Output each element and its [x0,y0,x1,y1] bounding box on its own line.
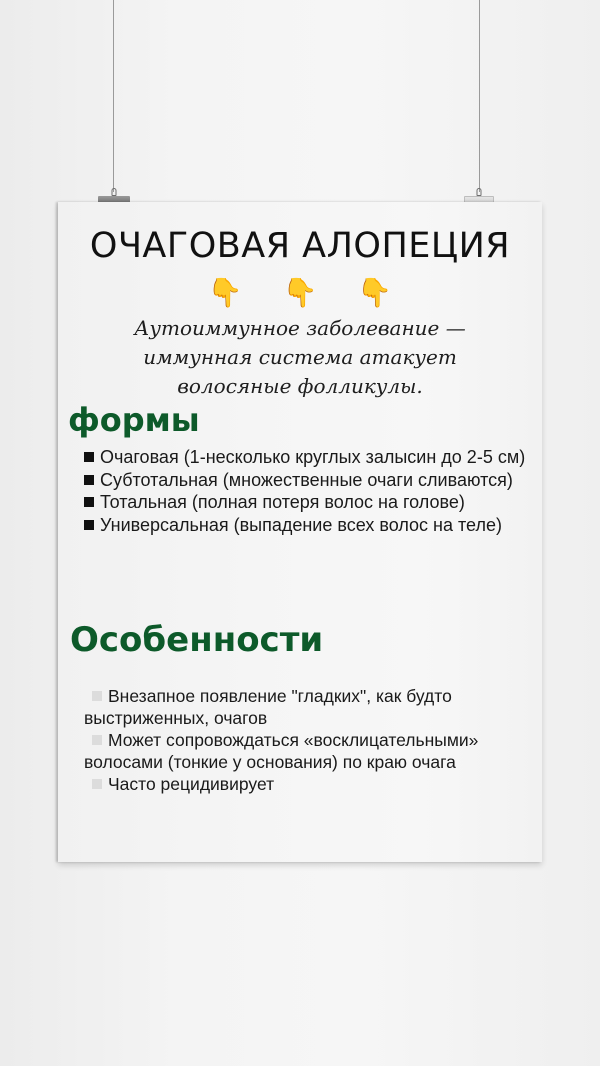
poster [58,202,542,862]
section-heading-forms: формы [68,401,200,439]
pointing-down-hand-icon: 👇 [207,277,243,308]
pointing-down-hand-icon: 👇 [357,277,393,308]
forms-list [76,446,536,536]
section-heading-features: Особенности [70,620,324,660]
hanging-string-right [479,0,480,192]
definition-line: иммунная система атакует [143,345,457,369]
list-item: Субтотальная (множественные очаги сливаются) [76,469,536,492]
square-bullet-icon [92,691,102,701]
list-item: Тотальная (полная потеря волос на голове) [76,491,536,514]
pointing-down-hand-icon: 👇 [282,277,318,308]
list-item: Очаговая (1-несколько круглых залысин до 2-5 см) [76,446,536,469]
list-item: Может сопровождаться «восклицательными» волосами (тонкие у основания) по краю очага [84,730,479,772]
square-bullet-icon [92,735,102,745]
hanging-string-left [113,0,114,192]
definition-line: волосяные фолликулы. [177,374,423,398]
list-item: Универсальная (выпадение всех волос на теле) [76,514,536,537]
square-bullet-icon [84,520,94,530]
poster-title: ОЧАГОВАЯ АЛОПЕЦИЯ [89,226,511,266]
pointer-row [58,276,542,310]
list-item: Часто рецидивирует [84,773,544,795]
square-bullet-icon [92,779,102,789]
square-bullet-icon [84,452,94,462]
square-bullet-icon [84,497,94,507]
list-item: Внезапное появление "гладких", как будто выстриженных, очагов [84,686,452,728]
definition-line: Аутоиммунное заболевание — [134,316,466,340]
square-bullet-icon [84,475,94,485]
features-list [84,685,544,795]
definition-text [58,314,542,401]
